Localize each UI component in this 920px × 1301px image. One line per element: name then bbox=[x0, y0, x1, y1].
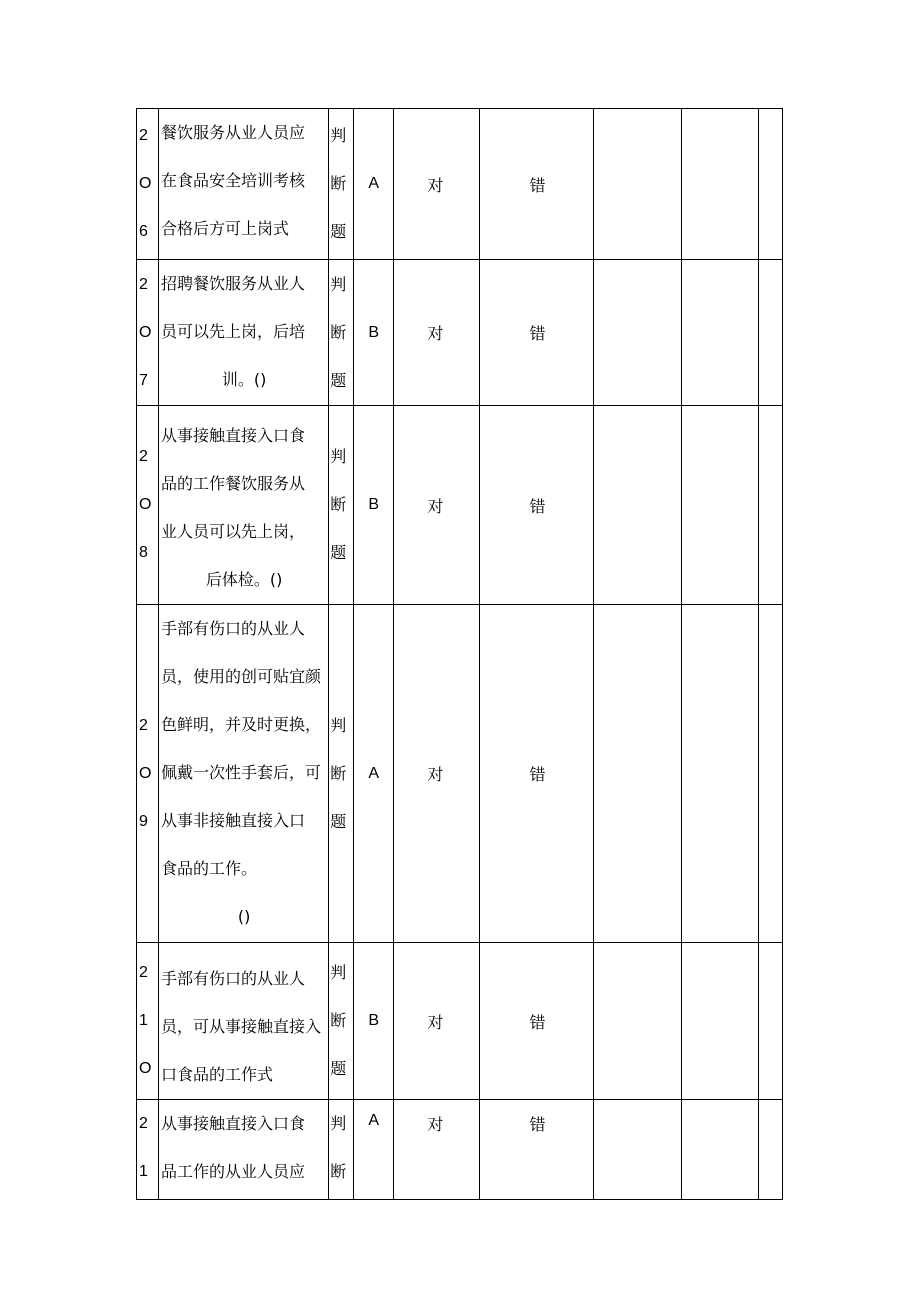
question-number-char: 8 bbox=[139, 544, 148, 561]
option-b-cell: 错 bbox=[480, 605, 593, 943]
question-line: () bbox=[237, 907, 251, 926]
option-b-cell: 错 bbox=[480, 260, 593, 406]
question-text-cell bbox=[159, 406, 329, 605]
question-type-char: 判 bbox=[330, 274, 347, 294]
question-number-char: 2 bbox=[139, 964, 148, 981]
option-a-cell: 对 bbox=[394, 260, 480, 406]
question-number-char: 2 bbox=[139, 448, 148, 465]
empty-cell bbox=[681, 260, 758, 406]
question-text-cell bbox=[159, 1100, 329, 1200]
question-number-cell bbox=[137, 1100, 159, 1200]
question-type-char: 断 bbox=[330, 495, 347, 514]
question-number-char: O bbox=[139, 1060, 152, 1077]
question-line: 招聘餐饮服务从业人 bbox=[161, 274, 306, 293]
empty-cell bbox=[681, 109, 758, 260]
question-type-char: 题 bbox=[330, 543, 347, 562]
question-line: 餐饮服务从业人员应 bbox=[161, 123, 306, 142]
question-number-char: 1 bbox=[139, 1012, 148, 1029]
empty-cell bbox=[593, 109, 681, 260]
option-b-cell: 错 bbox=[480, 406, 593, 605]
question-number-char: 6 bbox=[139, 223, 148, 240]
question-type-char: 断 bbox=[330, 322, 347, 342]
question-type-char: 断 bbox=[330, 174, 347, 193]
question-line: 佩戴一次性手套后，可 bbox=[161, 763, 322, 782]
question-line: 员，可从事接触直接入 bbox=[161, 1017, 322, 1036]
table-row bbox=[137, 1100, 783, 1200]
question-type-char: 判 bbox=[330, 447, 347, 466]
question-type-char: 题 bbox=[330, 1059, 347, 1078]
empty-cell bbox=[758, 406, 782, 605]
question-type-char: 判 bbox=[330, 1114, 347, 1133]
question-number-char: 9 bbox=[139, 812, 148, 830]
question-type-char: 题 bbox=[330, 370, 347, 390]
question-number-char: 1 bbox=[139, 1163, 148, 1180]
question-type-char: 判 bbox=[330, 963, 347, 982]
question-type-char: 断 bbox=[330, 1162, 347, 1181]
question-line: 食品的工作。 bbox=[161, 859, 258, 878]
question-number-char: 2 bbox=[139, 1115, 148, 1132]
answer-cell: B bbox=[354, 943, 394, 1100]
option-b-cell: 错 bbox=[480, 109, 593, 260]
option-a-cell: 对 bbox=[394, 109, 480, 260]
question-line: 品的工作餐饮服务从 bbox=[161, 474, 306, 493]
option-a-cell: 对 bbox=[394, 943, 480, 1100]
question-number-char: 7 bbox=[139, 371, 148, 389]
question-line: 在食品安全培训考核 bbox=[161, 171, 306, 190]
question-line: 品工作的从业人员应 bbox=[161, 1162, 306, 1181]
empty-cell bbox=[758, 943, 782, 1100]
question-number-cell bbox=[137, 605, 159, 943]
empty-cell bbox=[681, 943, 758, 1100]
empty-cell bbox=[593, 943, 681, 1100]
question-line: 从事接触直接入口食 bbox=[161, 426, 306, 445]
question-type-char: 判 bbox=[330, 126, 347, 145]
option-b-cell: 错 bbox=[480, 1100, 593, 1200]
question-line: 从事接触直接入口食 bbox=[161, 1114, 306, 1133]
question-type-cell bbox=[329, 943, 354, 1100]
empty-cell bbox=[681, 406, 758, 605]
question-line: 员，使用的创可贴宜颜 bbox=[161, 667, 322, 686]
answer-cell: A bbox=[354, 1100, 394, 1200]
question-line: 业人员可以先上岗， bbox=[161, 522, 306, 541]
question-type-char: 判 bbox=[330, 715, 347, 735]
question-type-cell bbox=[329, 605, 354, 943]
question-number-char: 2 bbox=[139, 127, 148, 144]
empty-cell bbox=[758, 109, 782, 260]
question-number-char: O bbox=[139, 496, 152, 513]
question-type-cell bbox=[329, 406, 354, 605]
question-number-char: O bbox=[139, 323, 152, 341]
empty-cell bbox=[593, 1100, 681, 1200]
answer-cell: B bbox=[354, 260, 394, 406]
option-b-cell: 错 bbox=[480, 943, 593, 1100]
empty-cell bbox=[758, 605, 782, 943]
question-line: 后体检。() bbox=[205, 570, 283, 589]
quiz-table bbox=[136, 108, 783, 1200]
question-number-char: O bbox=[139, 764, 152, 782]
question-type-cell bbox=[329, 1100, 354, 1200]
question-text-cell bbox=[159, 109, 329, 260]
question-number-cell bbox=[137, 943, 159, 1100]
question-line: 合格后方可上岗式 bbox=[161, 219, 290, 238]
answer-cell: A bbox=[354, 109, 394, 260]
option-a-cell: 对 bbox=[394, 1100, 480, 1200]
quiz-body bbox=[137, 109, 783, 1200]
question-number-char: 2 bbox=[139, 275, 148, 293]
question-number-char: 2 bbox=[139, 716, 148, 734]
table-row bbox=[137, 260, 783, 406]
empty-cell bbox=[681, 1100, 758, 1200]
question-number-cell bbox=[137, 406, 159, 605]
empty-cell bbox=[758, 260, 782, 406]
empty-cell bbox=[593, 406, 681, 605]
empty-cell bbox=[593, 260, 681, 406]
table-row bbox=[137, 943, 783, 1100]
answer-cell: A bbox=[354, 605, 394, 943]
empty-cell bbox=[681, 605, 758, 943]
answer-cell: B bbox=[354, 406, 394, 605]
question-type-char: 题 bbox=[330, 222, 347, 241]
question-type-char: 断 bbox=[330, 1011, 347, 1030]
option-a-cell: 对 bbox=[394, 406, 480, 605]
empty-cell bbox=[758, 1100, 782, 1200]
question-type-cell bbox=[329, 260, 354, 406]
question-type-cell bbox=[329, 109, 354, 260]
question-line: 色鲜明，并及时更换， bbox=[161, 715, 322, 734]
question-number-cell bbox=[137, 260, 159, 406]
table-row bbox=[137, 605, 783, 943]
question-text-cell bbox=[159, 605, 329, 943]
table-row bbox=[137, 109, 783, 260]
question-text-cell bbox=[159, 943, 329, 1100]
question-line: 员可以先上岗，后培 bbox=[161, 322, 306, 341]
table-row bbox=[137, 406, 783, 605]
empty-cell bbox=[593, 605, 681, 943]
question-line: 手部有伤口的从业人 bbox=[161, 969, 306, 988]
question-line: 口食品的工作式 bbox=[161, 1065, 274, 1084]
question-number-char: O bbox=[139, 175, 152, 192]
question-line: 从事非接触直接入口 bbox=[161, 811, 306, 830]
question-text-cell bbox=[159, 260, 329, 406]
question-type-char: 断 bbox=[330, 763, 347, 783]
question-number-cell bbox=[137, 109, 159, 260]
question-line: 手部有伤口的从业人 bbox=[161, 619, 306, 638]
question-line: 训。() bbox=[221, 370, 267, 389]
question-type-char: 题 bbox=[330, 811, 347, 831]
option-a-cell: 对 bbox=[394, 605, 480, 943]
